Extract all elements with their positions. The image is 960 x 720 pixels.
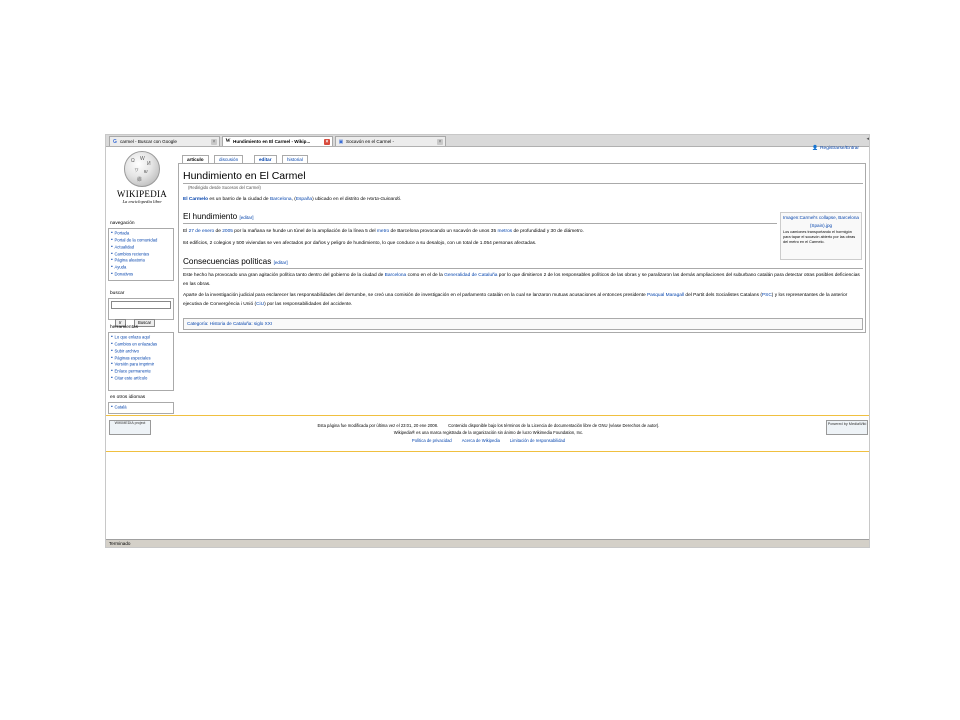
search-portlet xyxy=(108,298,174,325)
category-link[interactable]: Categoría: Historia de Cataluña: siglo XXI xyxy=(187,321,273,326)
tab-article[interactable]: artículo xyxy=(182,155,209,164)
disclaimer-link[interactable]: Limitación de responsabilidad xyxy=(509,438,566,443)
thumbnail-link[interactable]: Imagen:Carmel's collapse, Barcelona (Spain).jpg xyxy=(783,215,859,228)
tab-edit[interactable]: editar xyxy=(254,155,277,164)
section-heading-hundimiento xyxy=(183,212,254,221)
hundimiento-paragraph-2: 84 edificios, 2 colegios y 500 viviendas se ven afectados por daños y peligro de hundimiento, lo que conduce a su desalojo, con un total de 1.054 personas afectadas. xyxy=(183,241,537,246)
link-metros[interactable]: metros xyxy=(497,229,513,234)
page-title: Hundimiento en El Carmel xyxy=(183,170,863,184)
browser-tab-google[interactable] xyxy=(109,136,220,146)
search-button[interactable]: Buscar xyxy=(134,319,155,327)
navigation-portlet xyxy=(108,228,174,281)
browser-tab-socavon[interactable] xyxy=(335,136,446,146)
body-text: de Barcelona provocando un socavón de unos 35 xyxy=(389,229,498,234)
tab-list-arrow-icon[interactable]: ◂ xyxy=(866,136,869,142)
languages-portlet xyxy=(108,402,174,414)
close-icon[interactable]: × xyxy=(325,139,329,145)
tab-label: carmel - Buscar con Google xyxy=(120,139,177,144)
tool-item-upload[interactable]: ■ Subir archivo xyxy=(111,348,171,355)
body-text: El xyxy=(183,229,189,234)
section-rule xyxy=(183,223,777,224)
tools-heading: herramientas xyxy=(110,325,138,330)
tools-portlet xyxy=(108,332,174,391)
redirect-note: (Redirigido desde Sucesos del Carmel) xyxy=(188,185,261,190)
close-icon[interactable]: × xyxy=(438,139,442,145)
intro-link-espana[interactable]: España xyxy=(295,197,313,202)
intro-link-el-carmelo[interactable]: El Carmelo xyxy=(183,197,209,202)
section-title: El hundimiento xyxy=(183,212,238,221)
link-psc[interactable]: PSC xyxy=(761,293,772,298)
intro-link-barcelona[interactable]: Barcelona xyxy=(269,197,292,202)
intro-text: . xyxy=(400,197,402,202)
badge-text: Powered by MediaWiki xyxy=(827,422,867,426)
nav-item-donativos[interactable]: ■ Donativos xyxy=(111,271,171,278)
edit-section-link[interactable]: [editar] xyxy=(239,215,254,220)
mediawiki-badge[interactable] xyxy=(826,420,868,435)
nav-item-pagina-aleatoria[interactable]: ■ Página aleatoria xyxy=(111,257,171,264)
go-button[interactable]: Ir xyxy=(115,319,126,327)
body-text: de profundidad y 30 de diámetro. xyxy=(512,229,584,234)
edit-section-link[interactable]: [editar] xyxy=(273,260,288,265)
body-text: Aparte de la investigación judicial para esclarecer las responsabilidades del derrumbe, se creó una comisión de investigación en el parlamento catalán en la cual se lanzaron mutuas acusaciones al entonces presidente xyxy=(183,293,647,298)
browser-tab-wikipedia[interactable] xyxy=(222,136,333,146)
tab-history[interactable]: historial xyxy=(282,155,308,164)
hundimiento-paragraph-1 xyxy=(183,228,584,237)
wikipedia-logo[interactable] xyxy=(109,149,175,219)
user-links[interactable] xyxy=(812,146,859,151)
intro-text: , ( xyxy=(291,197,296,202)
tool-item-printable[interactable]: ■ Versión para imprimir xyxy=(111,361,171,368)
license-text: Contenido disponible bajo los términos de la Licencia de documentación libre de GNU (véase Derechos de autor). xyxy=(448,423,660,428)
link-barcelona[interactable]: Barcelona xyxy=(384,273,407,278)
body-text: Este hecho ha provocado una gran agitación política tanto dentro del gobierno de la ciudad de xyxy=(183,273,385,278)
link-generalidad[interactable]: Generalidad de Cataluña xyxy=(444,273,498,278)
body-text: por la mañana se hunde un túnel de la ampliación de la línea 5 del xyxy=(232,229,377,234)
footer-line-1 xyxy=(106,423,870,428)
logo-subtitle: La enciclopedia libre xyxy=(122,199,162,204)
tool-item-special-pages[interactable]: ■ Páginas especiales xyxy=(111,355,171,362)
nav-item-portada[interactable]: ■ Portada xyxy=(111,230,171,237)
section-heading-consecuencias xyxy=(183,257,288,266)
puzzle-globe-icon: Ω W И ワ ש 維 xyxy=(124,151,160,187)
privacy-link[interactable]: Política de privacidad xyxy=(411,438,452,443)
intro-paragraph xyxy=(183,196,401,205)
link-pasqual-maragall[interactable]: Pasqual Maragall xyxy=(646,293,685,298)
consecuencias-paragraph-2 xyxy=(183,292,863,310)
wikipedia-w-icon: W xyxy=(225,139,231,144)
footer-line-2: Wikipedia® es una marca registrada de la organización sin ánimo de lucro Wikimedia Foundation, Inc. xyxy=(393,430,584,435)
logo-title: WIKIPEDIA xyxy=(116,189,168,199)
login-link[interactable]: Registrarse/Entrar xyxy=(820,146,859,151)
nav-item-actualidad[interactable]: ■ Actualidad xyxy=(111,244,171,251)
google-icon: G xyxy=(113,139,117,145)
thumbnail-caption: Los camiones transportando el hormigón para tapar el socavón abierto por las obras del metro en el Carmelo. xyxy=(783,230,856,245)
consecuencias-paragraph-1 xyxy=(183,272,863,290)
badge-text: WIKIMEDIA project xyxy=(114,421,146,425)
search-input[interactable] xyxy=(111,301,171,309)
status-bar: Terminado xyxy=(106,539,870,547)
image-thumbnail[interactable] xyxy=(780,212,862,260)
section-rule xyxy=(183,268,863,269)
link-ciu[interactable]: CiU xyxy=(256,301,265,307)
tool-item-related-changes[interactable]: ■ Cambios en enlazadas xyxy=(111,341,171,348)
about-link[interactable]: Acerca de Wikipedia xyxy=(461,438,500,443)
last-modified-text: Esta página fue modificada por última vez el 23:01, 20 ene 2008. xyxy=(317,423,439,428)
close-icon[interactable]: × xyxy=(212,139,216,145)
browser-window xyxy=(105,134,870,548)
intro-district: Horta-Guinardó xyxy=(367,197,401,202)
navigation-heading: navegación xyxy=(110,221,135,226)
link-2005[interactable]: 2005 xyxy=(222,229,233,234)
category-box xyxy=(183,318,863,330)
tab-discussion[interactable]: discusión xyxy=(214,155,243,164)
tool-item-what-links-here[interactable]: ■ Lo que enlaza aquí xyxy=(111,334,171,341)
body-text: por lo que dimitieron 2 de los responsables políticos de las obras y se paralizaron las demás ampliaciones del suburbano catalán para detectar otras posibles deficiencias en las obras. xyxy=(183,273,860,287)
body-text: ) y los representantes de la anterior ejecutiva de Convergència i Unió ( xyxy=(183,293,848,307)
search-heading: buscar xyxy=(110,291,125,296)
intro-text: es un barrio de la ciudad de xyxy=(208,197,270,202)
nav-item-portal-comunidad[interactable]: ■ Portal de la comunidad xyxy=(111,237,171,244)
nav-item-ayuda[interactable]: ■ Ayuda xyxy=(111,264,171,271)
footer-links xyxy=(106,438,870,443)
body-text: ) por las responsabilidades del accidente. xyxy=(264,301,353,307)
tab-label: Hundimiento en El Carmel - Wikip... xyxy=(233,139,311,144)
body-text: como en el de la xyxy=(406,273,445,278)
lang-item-catala[interactable]: ■ Català xyxy=(111,404,171,411)
user-icon: 👤 xyxy=(812,146,819,151)
link-metro[interactable]: metro xyxy=(376,229,390,234)
body-text: de xyxy=(214,229,223,234)
intro-text: ) ubicado en el distrito de xyxy=(312,197,368,202)
nav-item-cambios-recientes[interactable]: ■ Cambios recientes xyxy=(111,251,171,258)
tool-item-cite[interactable]: ■ Citar este artículo xyxy=(111,375,171,382)
browser-tab-bar xyxy=(106,135,870,147)
article-content xyxy=(178,163,866,333)
tab-label: Socavón en el Carmel - xyxy=(346,139,395,144)
languages-heading: en otros idiomas xyxy=(110,395,146,400)
page-icon: ▣ xyxy=(338,139,344,145)
tool-item-permalink[interactable]: ■ Enlace permanente xyxy=(111,368,171,375)
page-footer xyxy=(106,415,870,452)
link-27-enero[interactable]: 27 de enero xyxy=(188,229,215,234)
section-title: Consecuencias políticas xyxy=(183,257,272,266)
body-text: del Partit dels Socialistes Catalans ( xyxy=(684,293,762,298)
